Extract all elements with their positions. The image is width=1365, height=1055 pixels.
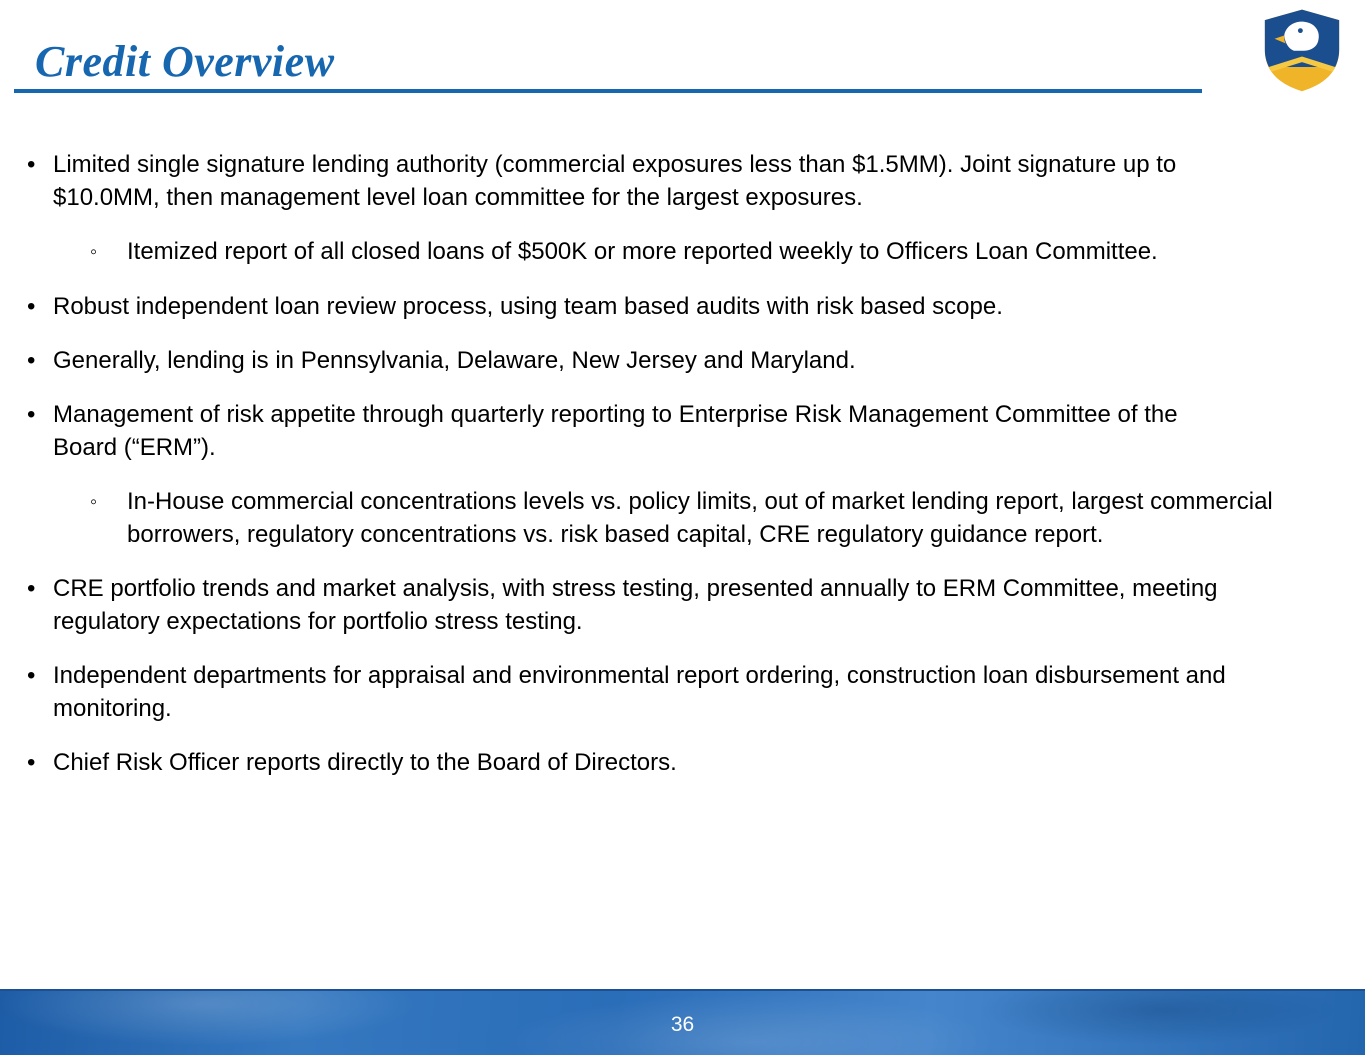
bullet-text: Independent departments for appraisal and environmental report ordering, construction loan disbursement and monitoring. [53, 662, 1226, 722]
bullet-marker: • [27, 401, 36, 428]
bullet-marker: • [27, 662, 36, 689]
bullet-text: In-House commercial concentrations levels vs. policy limits, out of market lending report, largest commercial borrowers, regulatory concentrations vs. risk based capital, CRE regulatory guidance report. [127, 488, 1273, 548]
sub-bullet-marker: ◦ [90, 241, 98, 263]
bullet-item [27, 290, 1310, 323]
bullet-text: CRE portfolio trends and market analysis, with stress testing, presented annually to ERM Committee, meeting regulatory expectations for portfolio stress testing. [53, 575, 1218, 635]
bullet-text: Chief Risk Officer reports directly to the Board of Directors. [53, 749, 677, 776]
bullet-marker: • [27, 293, 36, 320]
sub-bullet-item [27, 485, 1310, 551]
bullet-marker: • [27, 575, 36, 602]
bullet-item [27, 344, 1310, 377]
bullet-text: Generally, lending is in Pennsylvania, Delaware, New Jersey and Maryland. [53, 347, 856, 374]
bullet-text: Management of risk appetite through quarterly reporting to Enterprise Risk Management Committee of the Board (“ERM”). [53, 401, 1178, 461]
footer-bar [0, 989, 1365, 1055]
sub-bullet-marker: ◦ [90, 491, 98, 513]
title-underline [14, 89, 1202, 93]
bullet-item [27, 572, 1310, 638]
page-number: 36 [670, 1013, 695, 1036]
bullet-item [27, 148, 1310, 214]
slide-header [0, 0, 1365, 100]
page-title: Credit Overview [35, 37, 335, 86]
bullet-item [27, 398, 1310, 464]
bullet-text: Limited single signature lending authority (commercial exposures less than $1.5MM). Joint signature up to $10.0MM, then management level loan committee for the largest exposures. [53, 151, 1177, 211]
sub-bullet-item [27, 235, 1310, 269]
eagle-shield-logo [1261, 8, 1343, 92]
bullet-marker: • [27, 749, 36, 776]
bullet-text: Robust independent loan review process, using team based audits with risk based scope. [53, 293, 1003, 320]
bullet-marker: • [27, 347, 36, 374]
bullet-list [27, 148, 1310, 800]
bullet-marker: • [27, 151, 36, 178]
bullet-item [27, 746, 1310, 779]
bullet-text: Itemized report of all closed loans of $500K or more reported weekly to Officers Loan Committee. [127, 238, 1158, 265]
bullet-item [27, 659, 1310, 725]
